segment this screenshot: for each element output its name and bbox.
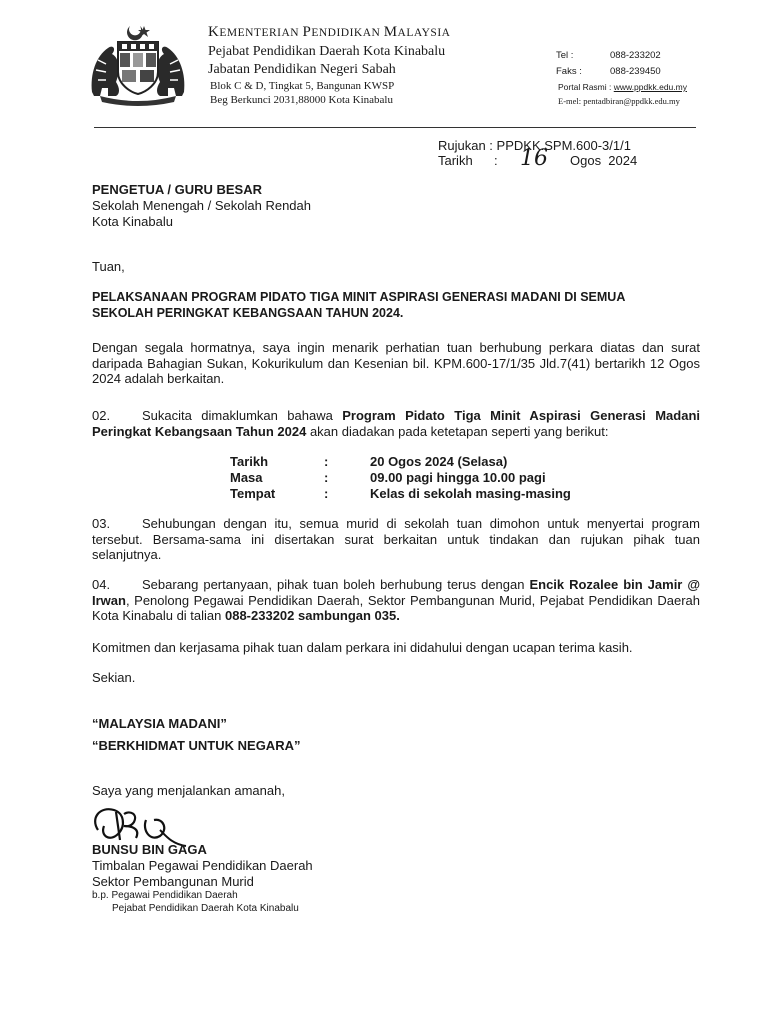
- sekian: Sekian.: [92, 670, 136, 685]
- malaysia-crest-logo: [86, 22, 190, 106]
- detail-colon-tempat: :: [324, 486, 329, 501]
- motto-berkhidmat: “BERKHIDMAT UNTUK NEGARA”: [92, 738, 301, 753]
- signatory-bp-line-2: Pejabat Pendidikan Daerah Kota Kinabalu: [112, 903, 299, 914]
- motto-malaysia-madani: “MALAYSIA MADANI”: [92, 716, 227, 731]
- address-line-1: Blok C & D, Tingkat 5, Bangunan KWSP: [210, 80, 395, 92]
- paragraph-3: 03. Sehubungan dengan itu, semua murid di sekolah tuan dimohon untuk menyertai program tersebut. Bersama-sama ini disertakan surat berkaitan untuk tindakan dan rujukan pihak tuan selanjutnya.: [92, 516, 700, 562]
- tarikh-label: Tarikh: [438, 153, 473, 168]
- trust-line: Saya yang menjalankan amanah,: [92, 783, 285, 798]
- detail-colon-tarikh: :: [324, 454, 329, 469]
- signatory-title-2: Sektor Pembangunan Murid: [92, 874, 254, 889]
- tarikh-handwritten-day: 16: [520, 146, 548, 171]
- ministry-name: KEMENTERIAN PENDIDIKAN MALAYSIA: [208, 24, 451, 40]
- paragraph-3-number: 03.: [92, 516, 111, 531]
- office-name: Pejabat Pendidikan Daerah Kota Kinabalu: [208, 44, 446, 59]
- signatory-name: BUNSU BIN GAGA: [92, 842, 207, 857]
- detail-value-tempat: Kelas di sekolah masing-masing: [370, 486, 571, 501]
- handwritten-signature: [90, 800, 190, 848]
- paragraph-1: Dengan segala hormatnya, saya ingin menarik perhatian tuan berhubung perkara diatas dan surat daripada Bahagian Sukan, Kokurikulum dan Kesenian bil. KPM.600-17/1/35 Jld.7(41) bertarikh 12 Ogos 2024 adalah berkaitan.: [92, 340, 700, 386]
- paragraph-2: 02. Sukacita dimaklumkan bahawa Program Pidato Tiga Minit Aspirasi Generasi Madani Peringkat Kebangsaan Tahun 2024 akan diadakan pada ketetapan seperti yang berikut:: [92, 408, 700, 439]
- address-line-2: Beg Berkunci 2031,88000 Kota Kinabalu: [210, 94, 393, 106]
- salutation: Tuan,: [92, 259, 125, 274]
- detail-label-tempat: Tempat: [230, 486, 276, 501]
- paragraph-4-number: 04.: [92, 577, 111, 592]
- portal-link[interactable]: www.ppdkk.edu.my: [613, 82, 687, 92]
- detail-colon-masa: :: [324, 470, 329, 485]
- paragraph-4: 04. Sebarang pertanyaan, pihak tuan boleh berhubung terus dengan Encik Rozalee bin Jamir @ Irwan, Penolong Pegawai Pendidikan Daerah, Sektor Pembangunan Murid, Pejabat Pendidikan Daerah Kota Kinabalu di talian 088-233202 sambungan 035.: [92, 577, 701, 623]
- recipient-line-1: PENGETUA / GURU BESAR: [92, 182, 262, 197]
- contact-tel: Tel : 088-233202: [556, 50, 661, 61]
- detail-label-masa: Masa: [230, 470, 263, 485]
- letterhead-divider: [94, 127, 696, 128]
- tarikh-month-year: Ogos 2024: [570, 153, 638, 168]
- tarikh-colon: :: [494, 153, 498, 168]
- contact-fax: Faks : 088-239450: [556, 66, 661, 77]
- contact-email: E-mel: pentadbiran@ppdkk.edu.my: [558, 96, 680, 106]
- detail-value-masa: 09.00 pagi hingga 10.00 pagi: [370, 470, 546, 485]
- rujukan-line: Rujukan : PPDKK.SPM.600-3/1/1: [438, 138, 631, 153]
- recipient-line-2: Sekolah Menengah / Sekolah Rendah: [92, 198, 311, 213]
- detail-label-tarikh: Tarikh: [230, 454, 269, 469]
- detail-value-tarikh: 20 Ogos 2024 (Selasa): [370, 454, 508, 469]
- department-name: Jabatan Pendidikan Negeri Sabah: [208, 62, 396, 77]
- signatory-title-1: Timbalan Pegawai Pendidikan Daerah: [92, 858, 313, 873]
- paragraph-2-number: 02.: [92, 408, 111, 423]
- subject-line-2: SEKOLAH PERINGKAT KEBANGSAAN TAHUN 2024.: [92, 306, 404, 320]
- signatory-bp-line-1: b.p. Pegawai Pendidikan Daerah: [92, 890, 238, 901]
- recipient-line-3: Kota Kinabalu: [92, 214, 173, 229]
- contact-portal: Portal Rasmi : www.ppdkk.edu.my: [558, 82, 687, 92]
- subject-line-1: PELAKSANAAN PROGRAM PIDATO TIGA MINIT ASPIRASI GENERASI MADANI DI SEMUA: [92, 290, 626, 304]
- closing-line: Komitmen dan kerjasama pihak tuan dalam perkara ini didahului dengan ucapan terima kasih.: [92, 640, 633, 655]
